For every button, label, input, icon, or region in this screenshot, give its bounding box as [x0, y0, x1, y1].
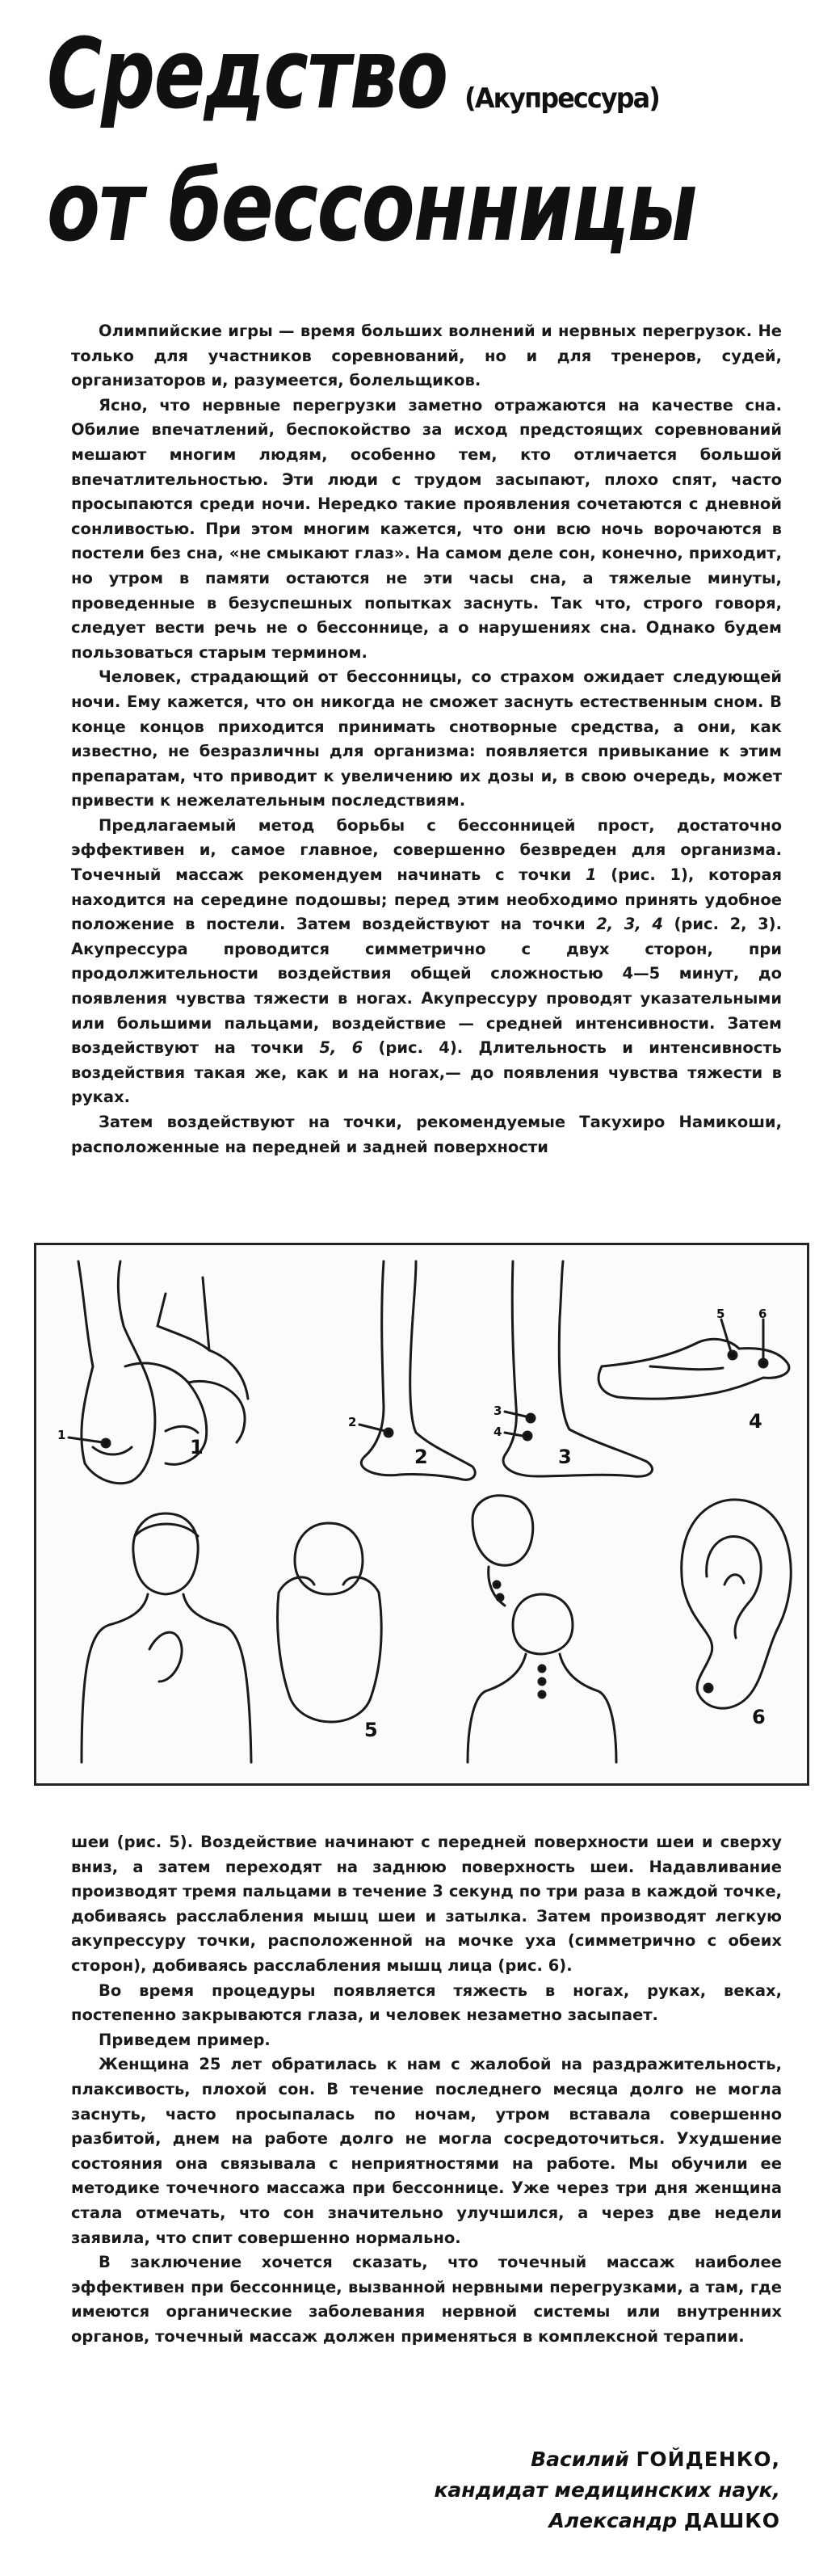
- figure-5-neck: [82, 1496, 616, 1762]
- figure-number-2: 2: [414, 1446, 428, 1468]
- paragraph-example-intro: Приведем пример.: [99, 2030, 271, 2049]
- figure-number-1: 1: [190, 1436, 204, 1458]
- method-points-2-4: 2, 3, 4: [596, 915, 663, 934]
- point-label-1: 1: [57, 1428, 66, 1442]
- point-label-6: 6: [758, 1307, 767, 1321]
- title-line-2: от бессонницы: [47, 151, 697, 263]
- figure-number-5: 5: [364, 1719, 378, 1741]
- method-point-1: 1: [585, 865, 597, 885]
- author-2-first-name: Александр: [548, 2509, 678, 2532]
- paragraph-conclusion: В заключение хочется сказать, что точечный массаж наиболее эффективен при бессоннице, вызванной нервными перегрузками, а там, где имеются органические заболевания нервной системы или внутренних органов, точечный массаж должен применяться в комплексной терапии.: [71, 2253, 782, 2346]
- paragraph-namikoshi-start: Затем воздействуют на точки, рекомендуемые Такухиро Намикоши, расположенные на передней и задней поверхности: [71, 1113, 782, 1156]
- method-text-2: (рис. 1), которая находится на середине подошвы; перед этим необходимо принять удобное положение в постели. Затем воздействуют на точки: [71, 865, 782, 934]
- title-line-1: [47, 19, 828, 151]
- author-signature: [296, 2444, 780, 2536]
- figure-6-ear: [682, 1500, 792, 1708]
- figure-number-4: 4: [749, 1410, 762, 1433]
- point-label-2: 2: [348, 1415, 357, 1429]
- point-label-4: 4: [494, 1425, 502, 1439]
- paragraph-sleep-quality: Ясно, что нервные перегрузки заметно отражаются на качестве сна. Обилие впечатлений, беспокойство за исход предстоящих соревнований мешают многим людям, особенно тем, кто отличается большой впечатлительностью. Эти люди с трудом засыпают, плохо спят, часто просыпаются среди ночи. Нередко такие проявления сочетаются с дневной сонливостью. При этом многим кажется, что они всю ночь ворочаются в постели без сна, «не смыкают глаз». На самом деле сон, конечно, приходит, но утром в памяти остаются не эти часы сна, а тяжелые минуты, проведенные в безуспешных попытках заснуть. Так что, строго говоря, следует вести речь не о бессоннице, а о нарушениях сна. Однако будем пользоваться старым термином.: [71, 395, 782, 662]
- method-text-3: (рис. 2, 3). Акупрессура проводится симметрично с двух сторон, при продолжительности воздействия общей сложностью 4—5 минут, до появления чувства тяжести в ногах. Акупрессуру проводят указательными или большими пальцами, воздействие — средней интенсивности. Затем воздействуют на точки: [71, 915, 783, 1058]
- point-label-3: 3: [494, 1404, 502, 1418]
- author-1-first-name: Василий: [531, 2448, 629, 2471]
- author-2-surname: ДАШКО: [683, 2509, 780, 2532]
- article-body-top: [71, 319, 782, 1160]
- method-text-1: Предлагаемый метод борьбы с бессонницей прост, достаточно эффективен и, самое главное, совершенно безвреден для организма. Точечный массаж рекомендуем начинать с точки: [71, 815, 782, 885]
- author-1: [296, 2444, 780, 2475]
- point-label-5: 5: [716, 1307, 725, 1321]
- paragraph-intro: Олимпийские игры — время больших волнений и нервных перегрузок. Не только для участников соревнований, но и для тренеров, судей, организаторов и, разумеется, болельщиков.: [71, 322, 782, 390]
- figure-4-hand: [598, 1320, 789, 1399]
- article-body-bottom: [71, 1830, 782, 2349]
- figure-2-3-legs: [359, 1261, 653, 1480]
- figure-number-6: 6: [752, 1706, 766, 1728]
- paragraph-sleeping-pills: Человек, страдающий от бессонницы, со страхом ожидает следующей ночи. Ему кажется, что он никогда не сможет заснуть естественным сном. В конце концов приходится принимать снотворные средства, а они, как известно, не безразличны для организма: появляется привыкание к этим препаратам, что приводит к увеличению их дозы и, в свою очередь, может привести к нежелательным последствиям.: [71, 667, 782, 810]
- figure-number-3: 3: [558, 1446, 572, 1468]
- paragraph-falling-asleep: Во время процедуры появляется тяжесть в ногах, руках, веках, постепенно закрываются глаза, и человек незаметно засыпает.: [71, 1980, 782, 2025]
- method-points-5-6: 5, 6: [319, 1038, 363, 1058]
- paragraph-neck-procedure: шеи (рис. 5). Воздействие начинают с передней поверхности шеи и сверху вниз, а затем переходят на заднюю поверхность шеи. Надавливание производят тремя пальцами в течение 3 секунд по три раза в каждой точке, добиваясь расслабления мышц шеи и затылка. Затем производят легкую акупрессуру точки, расположенной на мочке уха (симметрично с обеих сторон), добиваясь расслабления мышц лица (рис. 6).: [71, 1833, 782, 1975]
- method-text-4: (рис. 4). Длительность и интенсивность воздействия такая же, как и на ногах,— до появления чувства тяжести в руках.: [71, 1038, 782, 1107]
- figure-1-foot-sole: [69, 1261, 248, 1484]
- article-title: [47, 19, 822, 264]
- author-2: [296, 2506, 780, 2536]
- title-main-word: Средство: [47, 19, 447, 131]
- title-subtitle: (Акупрессура): [464, 82, 660, 115]
- acupressure-illustration: [34, 1243, 809, 1786]
- author-1-surname: ГОЙДЕНКО,: [636, 2448, 780, 2471]
- author-1-degree: кандидат медицинских наук,: [434, 2478, 780, 2502]
- paragraph-method: [71, 814, 782, 1110]
- illustration-drawing: [36, 1245, 807, 1783]
- paragraph-case-study: Женщина 25 лет обратилась к нам с жалобой на раздражительность, плаксивость, плохой сон. В течение последнего месяца долго не могла заснуть, часто просыпалась по ночам, утром вставала совершенно разбитой, днем на работе долго не могла сосредоточиться. Ухудшение состояния она связывала с неприятностями на работе. Мы обучили ее методике точечного массажа при бессоннице. Уже через три дня женщина стала отмечать, что сон значительно улучшился, а через две недели заявила, что спит совершенно нормально.: [71, 2055, 782, 2247]
